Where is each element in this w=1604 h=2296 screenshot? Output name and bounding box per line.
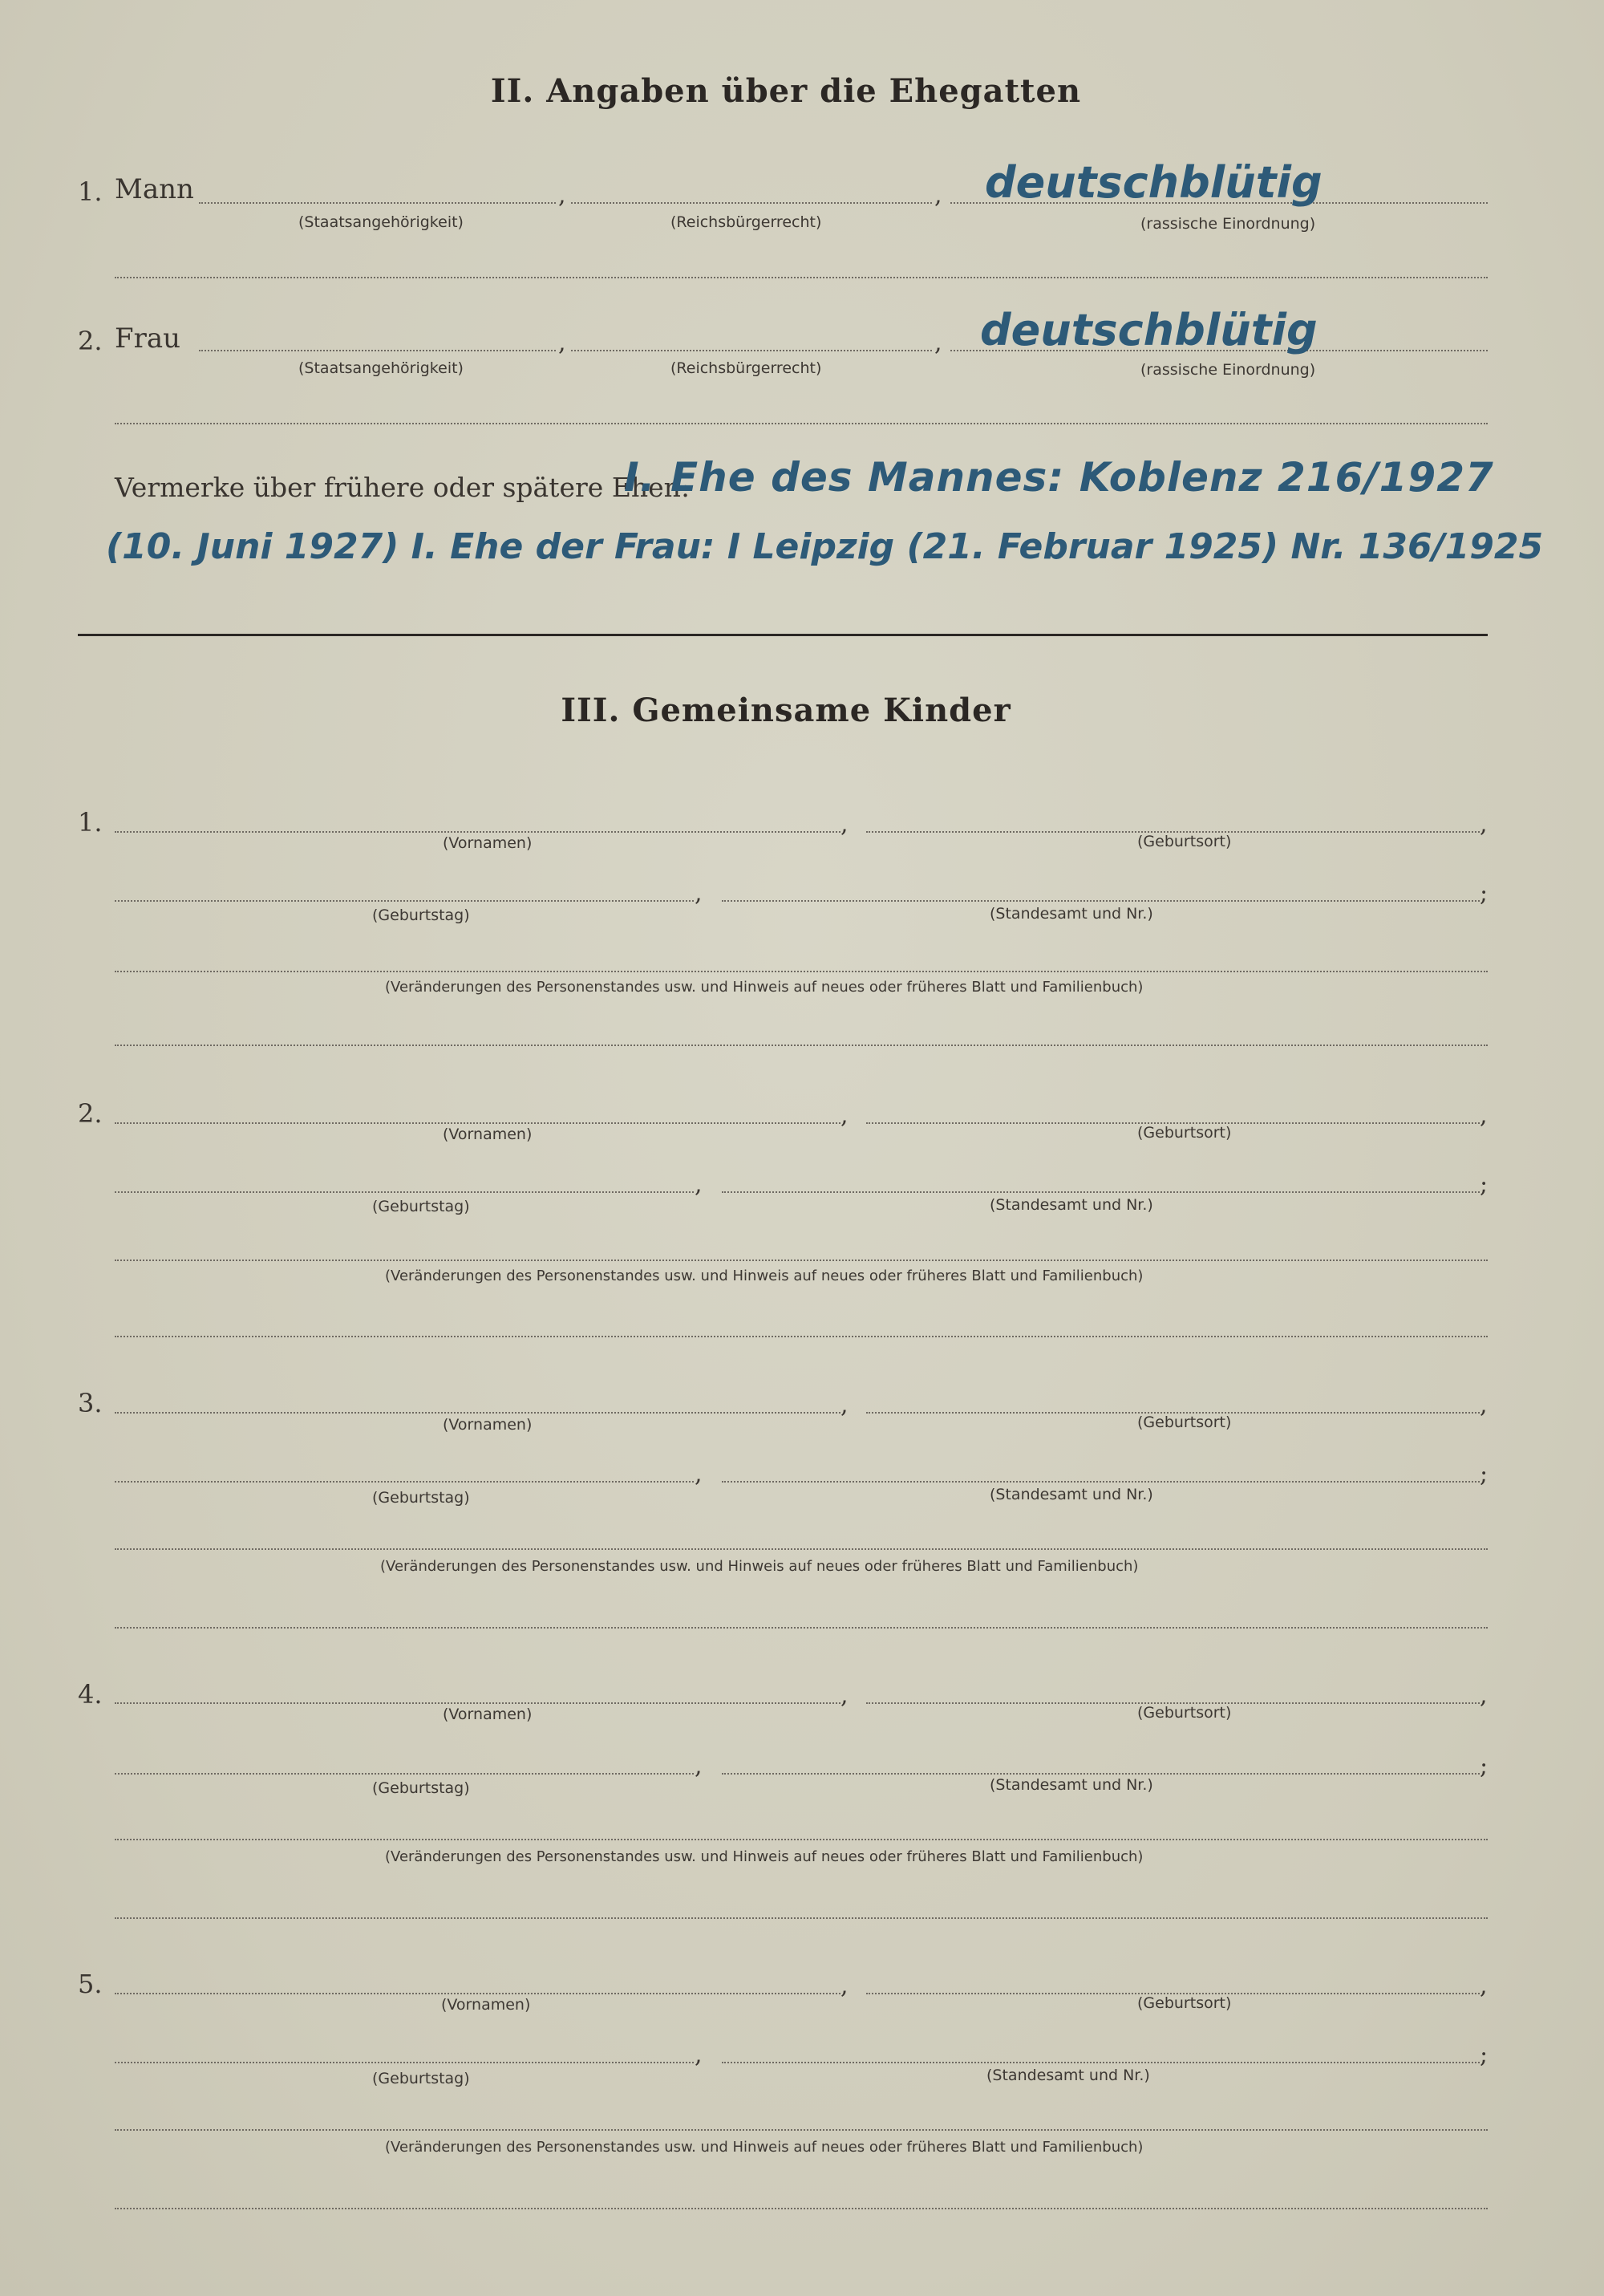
comma: ,: [1480, 1972, 1488, 2000]
child-registry-caption: (Standesamt und Nr.): [990, 1196, 1153, 1214]
child-changes-field[interactable]: [115, 1548, 1488, 1550]
comma: ,: [1480, 1391, 1488, 1419]
remarks-label: Vermerke über frühere oder spätere Ehen:: [115, 472, 691, 503]
comma: ,: [840, 1391, 849, 1419]
man-racial-caption: (rassische Einordnung): [1140, 215, 1316, 233]
semicolon: ;: [1480, 2041, 1489, 2069]
comma: ,: [840, 1972, 849, 2000]
man-nationality-caption: (Staatsangehörigkeit): [298, 213, 464, 231]
child-registry-caption: (Standesamt und Nr.): [986, 2067, 1150, 2084]
child-given-names-caption: (Vornamen): [443, 1416, 533, 1434]
comma: ,: [695, 1460, 703, 1488]
child-number: 2.: [78, 1098, 103, 1129]
child-given-names-field[interactable]: [115, 1702, 840, 1704]
child-birthday-caption: (Geburtstag): [372, 2070, 470, 2087]
woman-racial-handwritten: deutschblütig: [980, 305, 1318, 355]
man-extra-line[interactable]: [115, 277, 1488, 278]
comma: ,: [695, 2041, 703, 2069]
comma: ,: [695, 879, 703, 907]
section-divider: [78, 634, 1488, 636]
child-registry-field[interactable]: [722, 2062, 1480, 2063]
child-registry-caption: (Standesamt und Nr.): [990, 1486, 1153, 1503]
child-registry-caption: (Standesamt und Nr.): [990, 905, 1153, 923]
child-registry-field[interactable]: [722, 900, 1480, 902]
child-birthday-caption: (Geburtstag): [372, 1198, 470, 1215]
semicolon: ;: [1480, 1460, 1489, 1488]
child-changes-caption: (Veränderungen des Personenstandes usw. und Hinweis auf neues oder früheres Blatt und Familienbuch): [385, 979, 1144, 996]
child-changes-field[interactable]: [115, 971, 1488, 972]
man-racial-handwritten: deutschblütig: [985, 157, 1322, 208]
child-extra-line[interactable]: [115, 1336, 1488, 1337]
child-birthplace-caption: (Geburtsort): [1137, 1414, 1232, 1431]
woman-extra-line[interactable]: [115, 423, 1488, 424]
comma: ,: [695, 1170, 703, 1199]
child-birthplace-caption: (Geburtsort): [1137, 1124, 1232, 1142]
section-title-spouses: II. Angaben über die Ehegatten: [490, 72, 1082, 110]
child-birthday-caption: (Geburtstag): [372, 907, 470, 924]
child-extra-line[interactable]: [115, 1627, 1488, 1629]
comma: ,: [1480, 810, 1488, 838]
comma: ,: [558, 329, 566, 357]
child-changes-caption: (Veränderungen des Personenstandes usw. und Hinweis auf neues oder früheres Blatt und Familienbuch): [385, 2139, 1144, 2156]
child-number: 5.: [78, 1969, 103, 1999]
child-number: 4.: [78, 1679, 103, 1710]
child-birthday-field[interactable]: [115, 900, 694, 902]
comma: ,: [934, 181, 942, 209]
child-birthday-caption: (Geburtstag): [372, 1779, 470, 1797]
remarks-handwritten-line2: (10. Juni 1927) I. Ehe der Frau: I Leipzig (21. Februar 1925) Nr. 136/1925: [106, 526, 1544, 567]
child-given-names-caption: (Vornamen): [443, 834, 533, 852]
child-number: 1.: [78, 807, 103, 838]
woman-nationality-caption: (Staatsangehörigkeit): [298, 359, 464, 377]
child-changes-caption: (Veränderungen des Personenstandes usw. und Hinweis auf neues oder früheres Blatt und Familienbuch): [385, 1848, 1144, 1865]
child-birthday-field[interactable]: [115, 1481, 694, 1483]
child-birthday-caption: (Geburtstag): [372, 1489, 470, 1507]
woman-number: 2.: [78, 326, 103, 356]
child-registry-field[interactable]: [722, 1773, 1480, 1775]
child-changes-caption: (Veränderungen des Personenstandes usw. und Hinweis auf neues oder früheres Blatt und Familienbuch): [380, 1558, 1139, 1575]
child-birthplace-caption: (Geburtsort): [1137, 833, 1232, 850]
child-birthday-field[interactable]: [115, 2062, 694, 2063]
child-given-names-caption: (Vornamen): [443, 1126, 533, 1143]
comma: ,: [695, 1752, 703, 1780]
child-given-names-field[interactable]: [115, 1412, 840, 1414]
child-given-names-field[interactable]: [115, 1122, 840, 1124]
child-changes-field[interactable]: [115, 1839, 1488, 1840]
child-extra-line[interactable]: [115, 2208, 1488, 2209]
child-given-names-field[interactable]: [115, 1993, 840, 1994]
man-label: Mann: [115, 173, 194, 205]
comma: ,: [1480, 1681, 1488, 1710]
child-birthplace-caption: (Geburtsort): [1137, 1994, 1232, 2012]
child-given-names-caption: (Vornamen): [443, 1706, 533, 1723]
woman-label: Frau: [115, 322, 181, 355]
child-changes-caption: (Veränderungen des Personenstandes usw. und Hinweis auf neues oder früheres Blatt und Familienbuch): [385, 1268, 1144, 1284]
comma: ,: [558, 181, 566, 209]
child-extra-line[interactable]: [115, 1917, 1488, 1919]
child-registry-caption: (Standesamt und Nr.): [990, 1776, 1153, 1794]
woman-nationality-field[interactable]: [199, 350, 556, 351]
child-changes-field[interactable]: [115, 1260, 1488, 1261]
remarks-handwritten-line1: I. Ehe des Mannes: Koblenz 216/1927: [624, 454, 1494, 501]
child-registry-field[interactable]: [722, 1191, 1480, 1193]
semicolon: ;: [1480, 1170, 1489, 1199]
child-birthday-field[interactable]: [115, 1191, 694, 1193]
child-birthplace-caption: (Geburtsort): [1137, 1704, 1232, 1722]
comma: ,: [840, 1101, 849, 1130]
child-changes-field[interactable]: [115, 2129, 1488, 2131]
man-citizenship-caption: (Reichsbürgerrecht): [670, 213, 822, 231]
man-number: 1.: [78, 176, 103, 207]
comma: ,: [840, 810, 849, 838]
comma: ,: [934, 329, 942, 357]
child-birthday-field[interactable]: [115, 1773, 694, 1775]
semicolon: ;: [1480, 879, 1489, 907]
section-title-children: III. Gemeinsame Kinder: [561, 692, 1011, 729]
child-registry-field[interactable]: [722, 1481, 1480, 1483]
comma: ,: [1480, 1101, 1488, 1130]
man-nationality-field[interactable]: [199, 202, 556, 204]
semicolon: ;: [1480, 1752, 1489, 1780]
man-citizenship-field[interactable]: [571, 202, 932, 204]
woman-citizenship-caption: (Reichsbürgerrecht): [670, 359, 822, 377]
woman-racial-caption: (rassische Einordnung): [1140, 361, 1316, 379]
child-given-names-field[interactable]: [115, 831, 840, 833]
woman-citizenship-field[interactable]: [571, 350, 932, 351]
child-extra-line[interactable]: [115, 1045, 1488, 1046]
child-number: 3.: [78, 1388, 103, 1418]
child-given-names-caption: (Vornamen): [441, 1996, 531, 2014]
comma: ,: [840, 1681, 849, 1710]
